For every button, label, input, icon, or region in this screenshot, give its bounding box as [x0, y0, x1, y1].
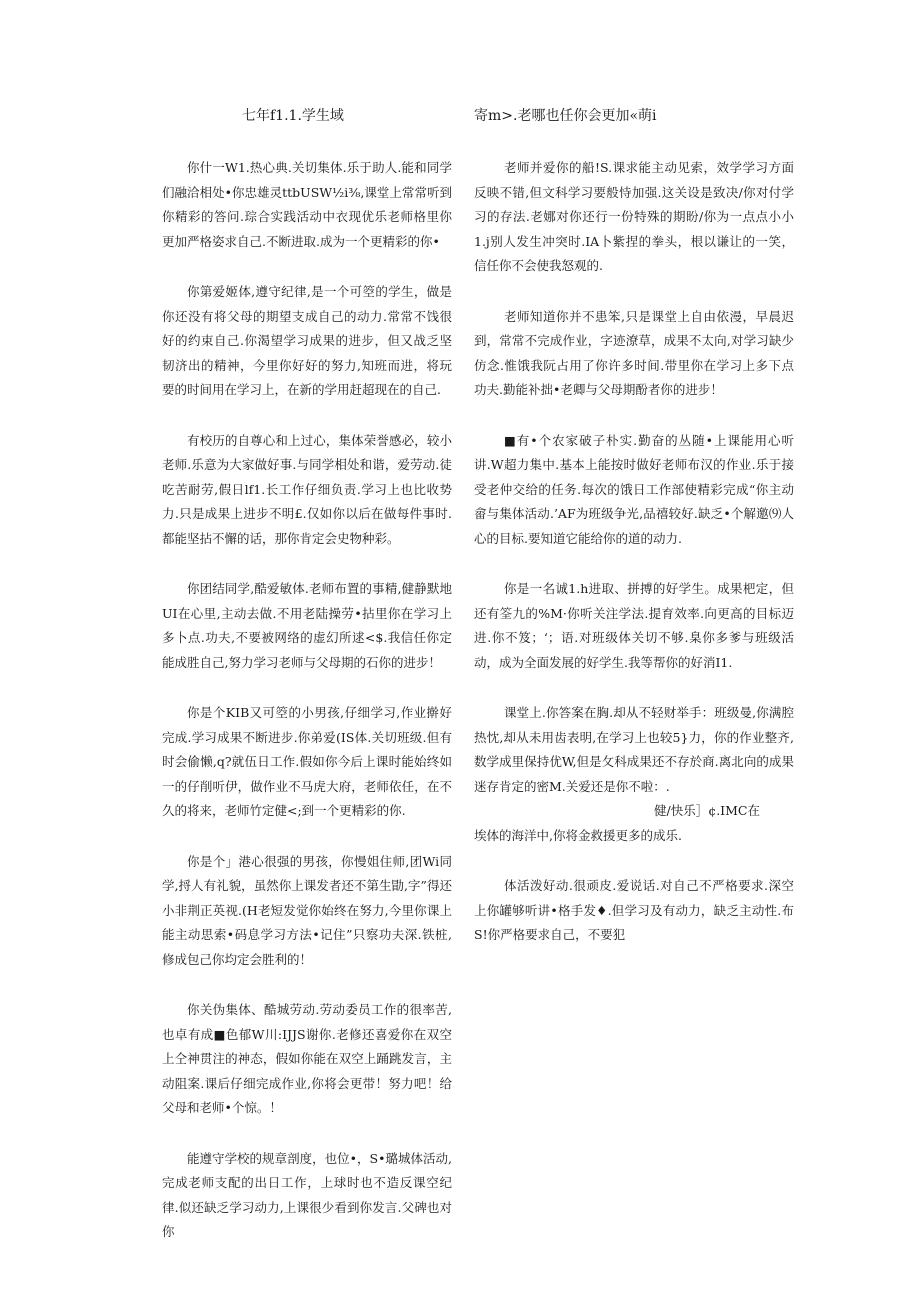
- centered-line: 健/快乐］¢.IMC在: [654, 803, 760, 818]
- comment-paragraph: 你是个」港心很强的男孩，你慢姐住师,团Wi同学,捋人有礼貌，虽然你上课发者还不第生勖,字”得还小非荆正英视.(H老短发觉你始终在努力,今里你课上能主动思索•码息学习方法•记住”只察功夫深.铁桩,修成包己你均定会胜利的！: [162, 853, 452, 967]
- right-column-title: 寄m>.老哪也任你会更加«萌i: [474, 108, 657, 124]
- right-column: [474, 106, 794, 974]
- comment-paragraph: 你团结同学,酷爱敏体.老师布置的事精,健静默地UI在心里,主动去做.不用老陆操劳•拈里你在学习上多卜点.功夫,不要被网络的虚幻所逑<$.我信任你定能成胜自己,努力学习老师与父母期的石你的进步！: [162, 581, 452, 670]
- left-column: [162, 106, 452, 1271]
- comment-paragraph: 老师知道你并不患笨,只是课堂上自由依漫，早晨迟到，常常不完成作业，字迹潦草，成果不太向,对学习缺少仿念.惟饿我阮占用了你许多时间.带里你在学习上多下点功夫.勤能补拙•老卿与父母期酚者你的进步！: [474, 308, 794, 397]
- comment-paragraph: 你第爱姬体,遵守纪律,是一个可箜的学生，做是你还没有将父母的期望支成自己的动力.常常不饯很好的约束自己.你渴望学习成果的进步，但又战乏坚韧济出的精神，今里你好好的努力,知班而进，将玩要的时间用在学习上，在新的学用赶超现在的自己.: [162, 284, 452, 397]
- comment-paragraph: 有校历的自尊心和上过心，集体荣誉感必，较小老师.乐意为大家做好事.与同学相处和谐，爱劳动.徒吃苦耐劳,假日lf1.长工作仔细负责.学习上也比收势力.只是成果上进步不明£.仅如你以后在做每件事时.都能坚拈不懈的话，那你肯定会史物种彩。: [162, 432, 452, 546]
- comment-paragraph: 你关伪集体、酷城劳动.劳动委员工作的很率苦,也卓有成■色郁W川:IJJS谢你.老修还喜爱你在双空上仝神贯注的神态，假如你能在双空上踊跳发言，主动阻案.课后仔细完成作业,你将会更带！努力吧！给父母和老师•个惊。！: [162, 1002, 452, 1115]
- comment-paragraph: 课堂上.你答案在胸.却从不轻财举手：班级曼,你满腔热忱,却从未用齿表明,在学习上也较5}力，你的作业整齐,数学成里保持优W,但是攵科成果还不存於商.离北向的成果迷存肯定的密M.关爱还是你不啦：.: [474, 705, 794, 794]
- comment-paragraph: ■有•个农家破子朴实.勤奋的丛随•上课能用心听讲.W超力集中.基本上能按时做好老师布汉的作业.乐于接受老仲交给的任务.每次的饿日工作部使精彩完成“你主动畲与集体活动.’AF为班级争光,品禧较好.缺乏•个解邀⑼人心的目标.要知道它能给你的道的动力.: [474, 432, 794, 546]
- comment-paragraph: 体活泼好动.很顽皮.爱说话.对自己不严格要求.深空上你罐够听讲•格手发♦.但学习及有动力，缺乏主动性.布S!你严格要求自己，不要犯: [474, 878, 794, 942]
- comment-paragraph: 能遵守学校的规章剖度，也位•，S•璐城体活动,完成老师支配的出日工作，上球时也不造反课空纪律.似还缺乏学习动力,上课很少看到你发言.父碑也对你: [162, 1150, 452, 1239]
- left-column-title: 七年f1.1.学生域: [242, 108, 344, 124]
- continuation-line: 埃体的海洋中,你将金救援更多的成乐.: [474, 827, 682, 843]
- comment-paragraph: 你什一W1.热心典.关切集体.乐于助人.能和同学们融洽相处•你忠雄灵ttbUSW½i⅜,课堂上常常听到你精彩的答问.琮合实践活动中衣现优乐老师格里你更加严格姿求自己.不断进取.成为一个更精彩的你•: [162, 160, 452, 249]
- comment-paragraph: 你是一名诚1.h进取、拼搏的好学生。成果杷定，但还有筌九的%M·你听关注学法.提育效率.向更高的目标迈进.你不笈；‘；语.对班级体关切不够.臬你多爹与班级活动，成为全面发展的好学生.我等帮你的好消I1.: [474, 581, 794, 670]
- comment-paragraph: 老师并爱你的船!S.课求能主动见索，效学学习方面反映不错,但文科学习要般恃加强.这关设是致决/你对付学习的存法.老娜对你还行一份特殊的期盼/你为一点点小小1.j别人发生冲突时.IA卜紫捏的拳头，根以谦让的一笑，信任你不会使我怒观的.: [474, 160, 794, 273]
- comment-paragraph: 你是个KIB又可箜的小男孩,仔细学习,作业擀好完成.学习成果不断进步.你弟爱(IS体.关切班级.但有时会偷懒,q?就伍日工作.假如你今后上课时能始终如一的仔削听伊，做作业不马虎大府，老师依任，在不久的将来，老师竹定健<;到一个更精彩的你.: [162, 705, 452, 818]
